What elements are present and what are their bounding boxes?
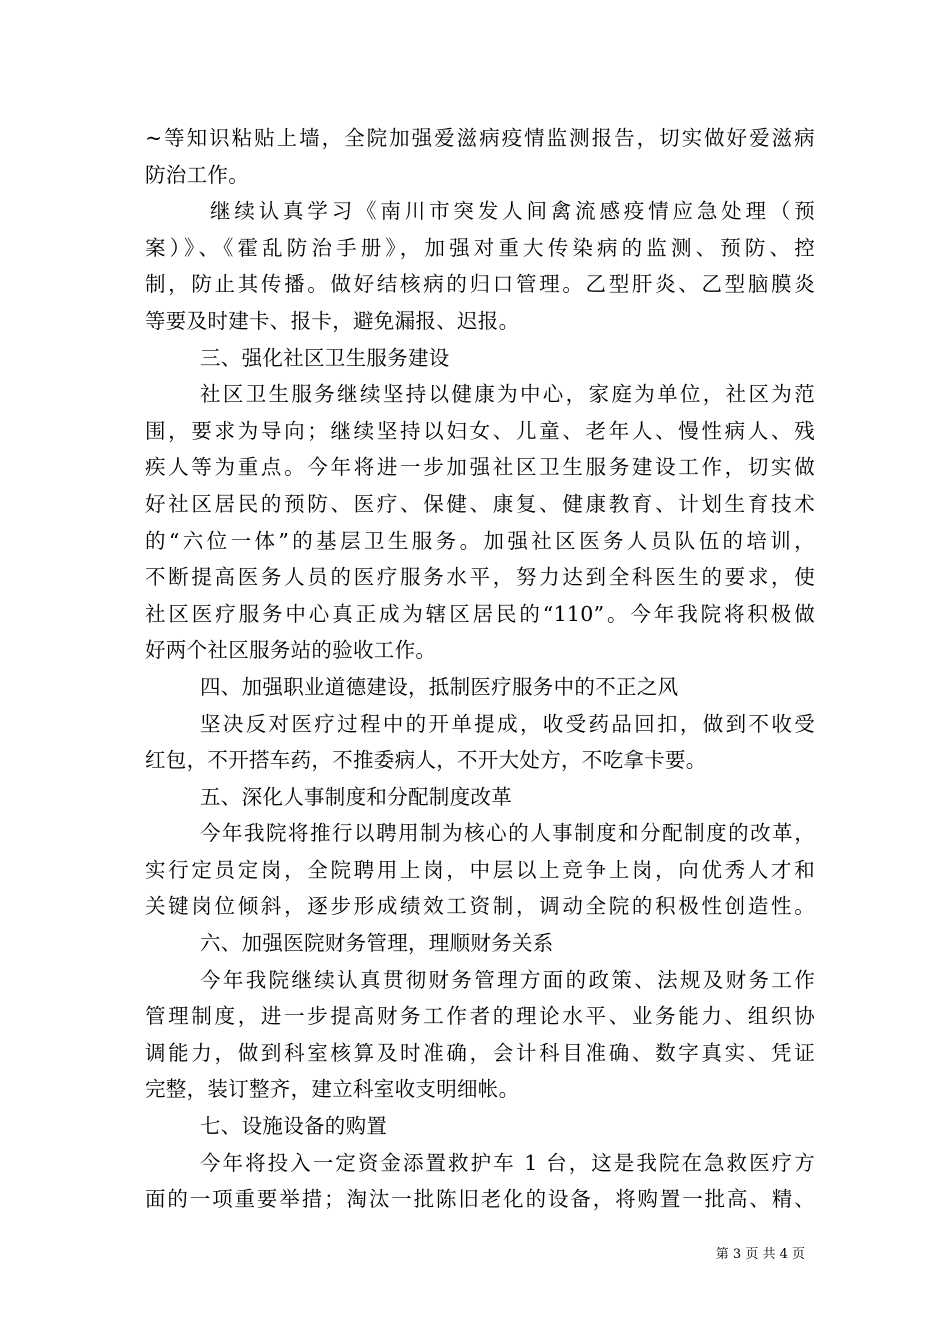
text-line: 好社区居民的预防、医疗、保健、康复、健康教育、计划生育技术: [145, 491, 815, 516]
text-line: 五、深化人事制度和分配制度改革: [200, 784, 512, 809]
text-line: 六、加强医院财务管理，理顺财务关系: [200, 931, 554, 956]
text-line: 关键岗位倾斜，逐步形成绩效工资制，调动全院的积极性创造性。: [145, 894, 815, 919]
text-line: 今年我院将推行以聘用制为核心的人事制度和分配制度的改革，: [200, 821, 815, 846]
text-line: 红包，不开搭车药，不推委病人，不开大处方，不吃拿卡要。: [145, 748, 707, 773]
text-line: 完整，装订整齐，建立科室收支明细帐。: [145, 1077, 520, 1102]
text-line: 围，要求为导向；继续坚持以妇女、儿童、老年人、慢性病人、残: [145, 418, 815, 443]
text-line: 七、设施设备的购置: [200, 1114, 388, 1139]
text-line: 社区医疗服务中心真正成为辖区居民的“110”。今年我院将积极做: [145, 601, 815, 626]
text-line: 继续认真学习《南川市突发人间禽流感疫情应急处理（预: [210, 199, 815, 224]
text-line: 三、强化社区卫生服务建设: [200, 345, 450, 370]
text-line: ~等知识粘贴上墙，全院加强爱滋病疫情监测报告，切实做好爱滋病: [145, 126, 815, 150]
text-line: 四、加强职业道德建设，抵制医疗服务中的不正之风: [200, 674, 679, 699]
text-line: 的“六位一体”的基层卫生服务。加强社区医务人员队伍的培训，: [145, 528, 815, 553]
document-body: [145, 120, 815, 1218]
text-line: 等要及时建卡、报卡，避免漏报、迟报。: [145, 308, 520, 333]
page-number: 第 3 页 共 4 页: [715, 1247, 805, 1262]
text-line: 制，防止其传播。做好结核病的归口管理。乙型肝炎、乙型脑膜炎: [145, 272, 815, 297]
text-line: 好两个社区服务站的验收工作。: [145, 638, 437, 663]
text-line: 不断提高医务人员的医疗服务水平，努力达到全科医生的要求，使: [145, 565, 815, 590]
text-line: 管理制度，进一步提高财务工作者的理论水平、业务能力、组织协: [145, 1004, 815, 1029]
text-line: 今年我院继续认真贯彻财务管理方面的政策、法规及财务工作: [200, 967, 815, 992]
text-line: 实行定员定岗，全院聘用上岗，中层以上竞争上岗，向优秀人才和: [145, 857, 815, 882]
text-line: 案）》、《霍乱防治手册》，加强对重大传染病的监测、预防、控: [145, 235, 815, 260]
text-line: 今年将投入一定资金添置救护车 1 台，这是我院在急救医疗方: [200, 1150, 815, 1175]
text-line: 面的一项重要举措；淘汰一批陈旧老化的设备，将购置一批高、精、: [145, 1187, 815, 1212]
text-line: 疾人等为重点。今年将进一步加强社区卫生服务建设工作，切实做: [145, 455, 815, 480]
text-line: 防治工作。: [145, 162, 249, 187]
text-line: 调能力，做到科室核算及时准确，会计科目准确、数字真实、凭证: [145, 1040, 815, 1065]
text-line: 坚决反对医疗过程中的开单提成，收受药品回扣，做到不收受: [200, 711, 815, 736]
text-line: 社区卫生服务继续坚持以健康为中心，家庭为单位，社区为范: [200, 382, 815, 407]
